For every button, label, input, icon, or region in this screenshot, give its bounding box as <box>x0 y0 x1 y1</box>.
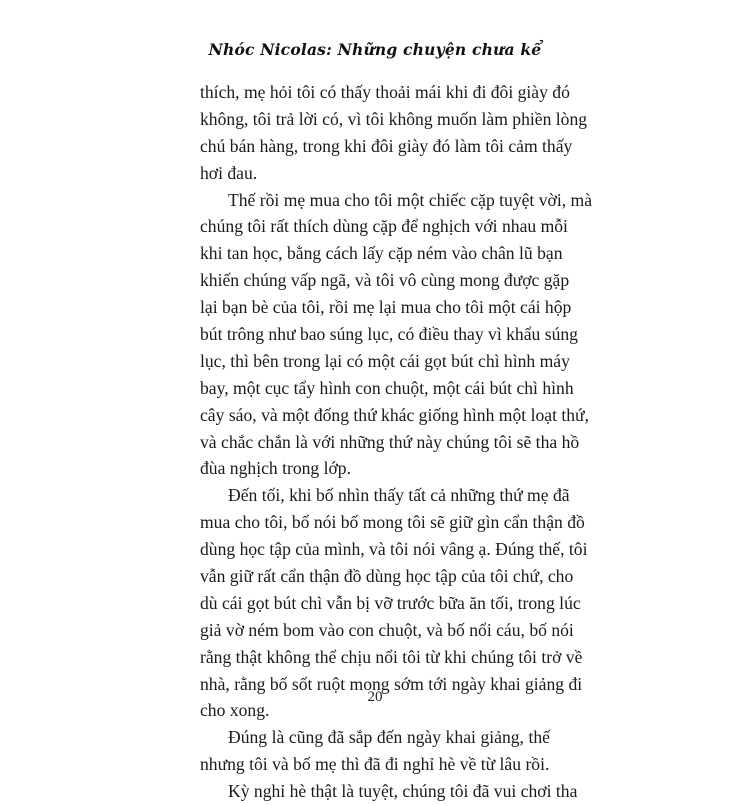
text-line: Thế rồi mẹ mua cho tôi một chiếc cặp tuyệt vời, mà <box>228 189 592 210</box>
text-line: rằng thật không thể chịu nổi tôi từ khi chúng tôi trở về <box>200 646 583 667</box>
text-line: mua cho tôi, bố nói bố mong tôi sẽ giữ gìn cẩn thận đồ <box>200 512 585 533</box>
text-line: Đúng là cũng đã sắp đến ngày khai giảng, thế <box>228 727 550 748</box>
text-line: cho xong. <box>200 700 270 721</box>
text-line: dùng học tập của mình, và tôi nói vâng ạ. Đúng thế, tôi <box>200 539 588 560</box>
text-line: nhà, rằng bố sốt ruột mong sớm tới ngày khai giảng đi <box>200 673 583 694</box>
text-line: bút trông như bao súng lục, có điều thay vì khẩu súng <box>200 324 578 345</box>
text-line: thích, mẹ hỏi tôi có thấy thoải mái khi đi đôi giày đó <box>200 82 570 102</box>
text-line: giả vờ ném bom vào con chuột, và bố nổi cáu, bố nói <box>200 619 574 640</box>
text-line: vẫn giữ rất cẩn thận đồ dùng học tập của tôi chứ, cho <box>200 566 574 587</box>
text-line: lại bạn bè của tôi, rồi mẹ lại mua cho tôi một cái hộp <box>200 297 572 318</box>
text-line: khiến chúng vấp ngã, và tôi vô cùng mong được gặp <box>200 270 570 291</box>
text-line: cây sáo, và một đống thứ khác giống hình một loạt thứ, <box>200 404 589 425</box>
text-line: đùa nghịch trong lớp. <box>200 458 352 479</box>
text-line: chú bán hàng, trong khi đôi giày đó làm tôi cảm thấy <box>200 135 573 156</box>
text-line: bay, một cục tẩy hình con chuột, một cái bút chì hình <box>200 377 574 398</box>
text-line: dù cái gọt bút chì vẫn bị vỡ trước bữa ăn tối, trong lúc <box>200 592 581 613</box>
text-line: hơi đau. <box>200 162 258 183</box>
text-line: khi tan học, bằng cách lấy cặp ném vào chân lũ bạn <box>200 243 563 264</box>
text-line: Đến tối, khi bố nhìn thấy tất cả những thứ mẹ đã <box>228 485 570 506</box>
text-line: Kỳ nghỉ hè thật là tuyệt, chúng tôi đã vui chơi tha <box>228 781 578 802</box>
text-line: không, tôi trả lời có, vì tôi không muốn làm phiền lòng <box>200 108 588 129</box>
text-line: và chắc chắn là với những thứ này chúng tôi sẽ tha hồ <box>200 431 580 452</box>
text-line: chúng tôi rất thích dùng cặp để nghịch với nhau mỗi <box>200 216 568 237</box>
text-line: lục, thì bên trong lại có một cái gọt bút chì hình máy <box>200 350 570 371</box>
text-line: nhưng tôi và bố mẹ thì đã đi nghỉ hè về từ lâu rồi. <box>200 754 550 775</box>
running-title: Nhóc Nicolas: Những chuyện chưa kể <box>208 40 542 59</box>
page-number: 20 <box>367 689 383 705</box>
